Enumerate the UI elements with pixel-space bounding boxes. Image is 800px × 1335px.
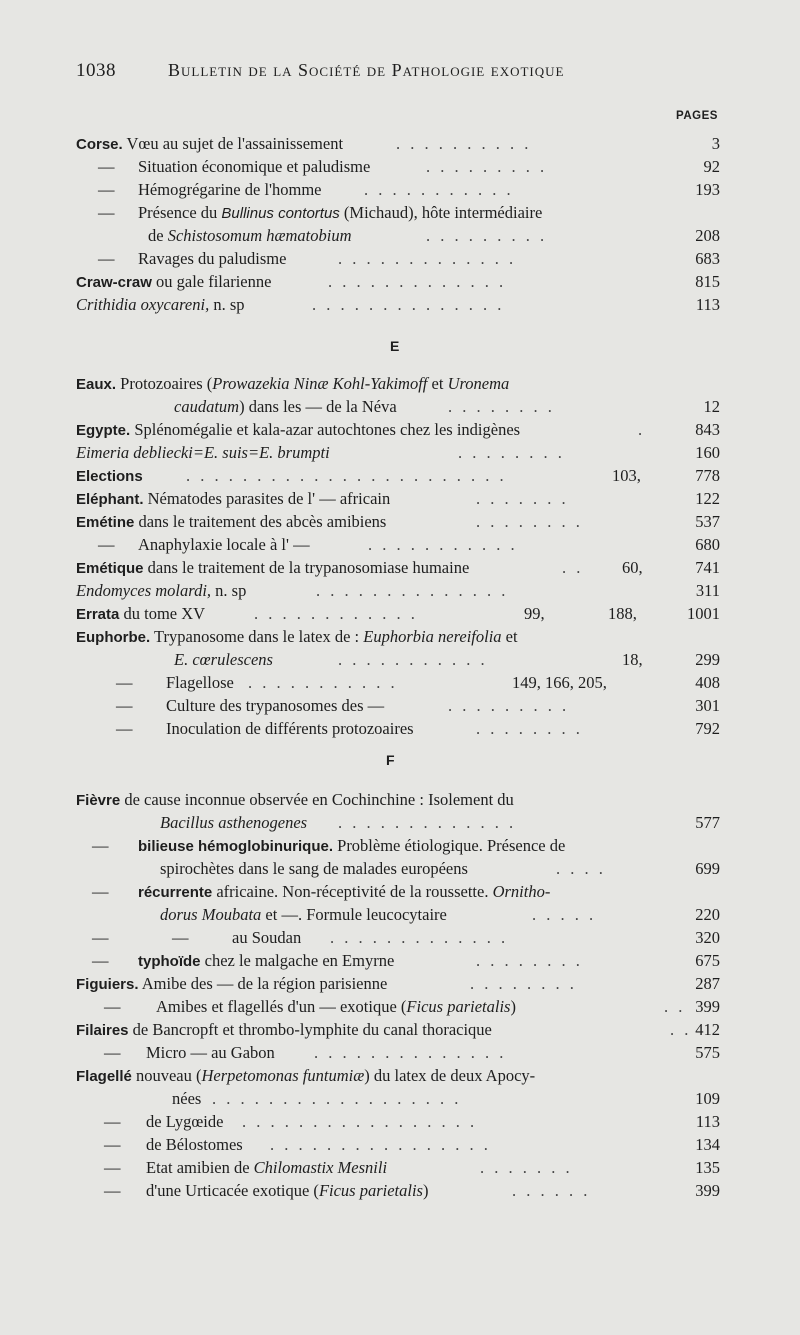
- index-entry: Figuiers. Amibe des — de la région parisienne . . . . . . . . 287: [76, 974, 720, 993]
- index-entry: Elections . . . . . . . . . . . . . . . . . . . . . . . 103, 778: [76, 466, 720, 485]
- entry-page: 92: [703, 157, 720, 176]
- index-entry: Filaires de Bancropft et thrombo-lymphite du canal thoracique . . 412: [76, 1020, 720, 1039]
- index-entry: — récurrente africaine. Non-réceptivité de la roussette. Ornitho-: [92, 882, 551, 901]
- index-entry: — — au Soudan . . . . . . . . . . . . . 320: [92, 928, 720, 947]
- index-entry: Egypte. Splénomégalie et kala-azar autochtones chez les indigènes . 843: [76, 420, 720, 439]
- index-entry: caudatum) dans les — de la Néva . . . . . . . . 12: [174, 397, 720, 416]
- entry-page: 3: [711, 134, 720, 153]
- index-entry: nées . . . . . . . . . . . . . . . . . . 109: [172, 1089, 720, 1108]
- index-entry: de Schistosomum hæmatobium . . . . . . . . . 208: [148, 226, 720, 245]
- index-entry: Craw-craw ou gale filarienne . . . . . . . . . . . . . 815: [76, 272, 720, 291]
- index-entry: — Présence du Bullinus contortus (Michaud), hôte intermédiaire: [98, 203, 543, 222]
- index-entry: — Micro — au Gabon . . . . . . . . . . . . . . 575: [104, 1043, 720, 1062]
- index-entry: Euphorbe. Trypanosome dans le latex de : Euphorbia nereifolia et: [76, 627, 518, 646]
- index-entry: — bilieuse hémoglobinurique. Problème étiologique. Présence de: [92, 836, 566, 855]
- index-entry: — Anaphylaxie locale à l' — . . . . . . . . . . . 680: [98, 535, 720, 554]
- index-entry: dorus Moubata et —. Formule leucocytaire . . . . . 220: [160, 905, 720, 924]
- index-entry: Eaux. Protozoaires (Prowazekia Ninæ Kohl-Yakimoff et Uronema: [76, 374, 510, 393]
- index-entry: Emétine dans le traitement des abcès amibiens . . . . . . . . 537: [76, 512, 720, 531]
- section-letter: F: [386, 752, 395, 768]
- entry-page: 208: [695, 226, 720, 245]
- index-entry: — de Lygœide . . . . . . . . . . . . . . . . . 113: [104, 1112, 720, 1131]
- index-entry: spirochètes dans le sang de malades européens . . . . 699: [160, 859, 720, 878]
- pages-column-label: PAGES: [676, 110, 718, 122]
- index-entry: — Inoculation de différents protozoaires . . . . . . . . 792: [116, 719, 720, 738]
- index-entry: Crithidia oxycareni, n. sp . . . . . . . . . . . . . . 113: [76, 295, 720, 314]
- index-entry: — d'une Urticacée exotique (Ficus parietalis) . . . . . . 399: [104, 1181, 720, 1200]
- index-entry: — Situation économique et paludisme . . . . . . . . . 92: [98, 157, 720, 176]
- index-entry: Fièvre de cause inconnue observée en Cochinchine : Isolement du: [76, 790, 514, 809]
- entry-head: Corse.: [76, 136, 123, 153]
- index-entry: — Amibes et flagellés d'un — exotique (Ficus parietalis) . . 399: [104, 997, 720, 1016]
- index-entry: Endomyces molardi, n. sp . . . . . . . . . . . . . . 311: [76, 581, 720, 600]
- index-entry: E. cœrulescens . . . . . . . . . . . 18, 299: [174, 650, 720, 669]
- section-letter: E: [390, 338, 400, 354]
- index-entry: — Etat amibien de Chilomastix Mesnili . . . . . . . 135: [104, 1158, 720, 1177]
- index-entry: Eléphant. Nématodes parasites de l' — africain . . . . . . . 122: [76, 489, 720, 508]
- index-entry: — Culture des trypanosomes des — . . . . . . . . . 301: [116, 696, 720, 715]
- index-entry: Corse. Vœu au sujet de l'assainissement . . . . . . . . . . 3: [76, 134, 720, 153]
- index-entry: Bacillus asthenogenes . . . . . . . . . . . . . 577: [160, 813, 720, 832]
- index-entry: — Hémogrégarine de l'homme . . . . . . . . . . . 193: [98, 180, 720, 199]
- entry-page: 193: [695, 180, 720, 199]
- index-entry: — Ravages du paludisme . . . . . . . . . . . . . 683: [98, 249, 720, 268]
- entry-text: Vœu au sujet de l'assainissement: [122, 134, 344, 153]
- index-entry: Errata du tome XV . . . . . . . . . . . . 99, 188, 1001: [76, 604, 720, 623]
- index-entry: — de Bélostomes . . . . . . . . . . . . . . . . 134: [104, 1135, 720, 1154]
- index-entry: Flagellé nouveau (Herpetomonas funtumiæ) du latex de deux Apocy-: [76, 1066, 536, 1085]
- index-entry: Emétique dans le traitement de la trypanosomiase humaine . . 60, 741: [76, 558, 720, 577]
- index-entry: Eimeria debliecki=E. suis=E. brumpti . . . . . . . . 160: [76, 443, 720, 462]
- index-entry: — typhoïde chez le malgache en Emyrne . . . . . . . . 675: [92, 951, 720, 970]
- running-title: Bulletin de la Société de Pathologie exotique: [168, 60, 565, 80]
- page-number: 1038: [76, 60, 116, 81]
- entry-text: Hémogrégarine de l'homme: [138, 180, 322, 199]
- entry-text: Situation économique et paludisme: [138, 157, 371, 176]
- index-entry: — Flagellose . . . . . . . . . . . 149, 166, 205, 408: [116, 673, 720, 692]
